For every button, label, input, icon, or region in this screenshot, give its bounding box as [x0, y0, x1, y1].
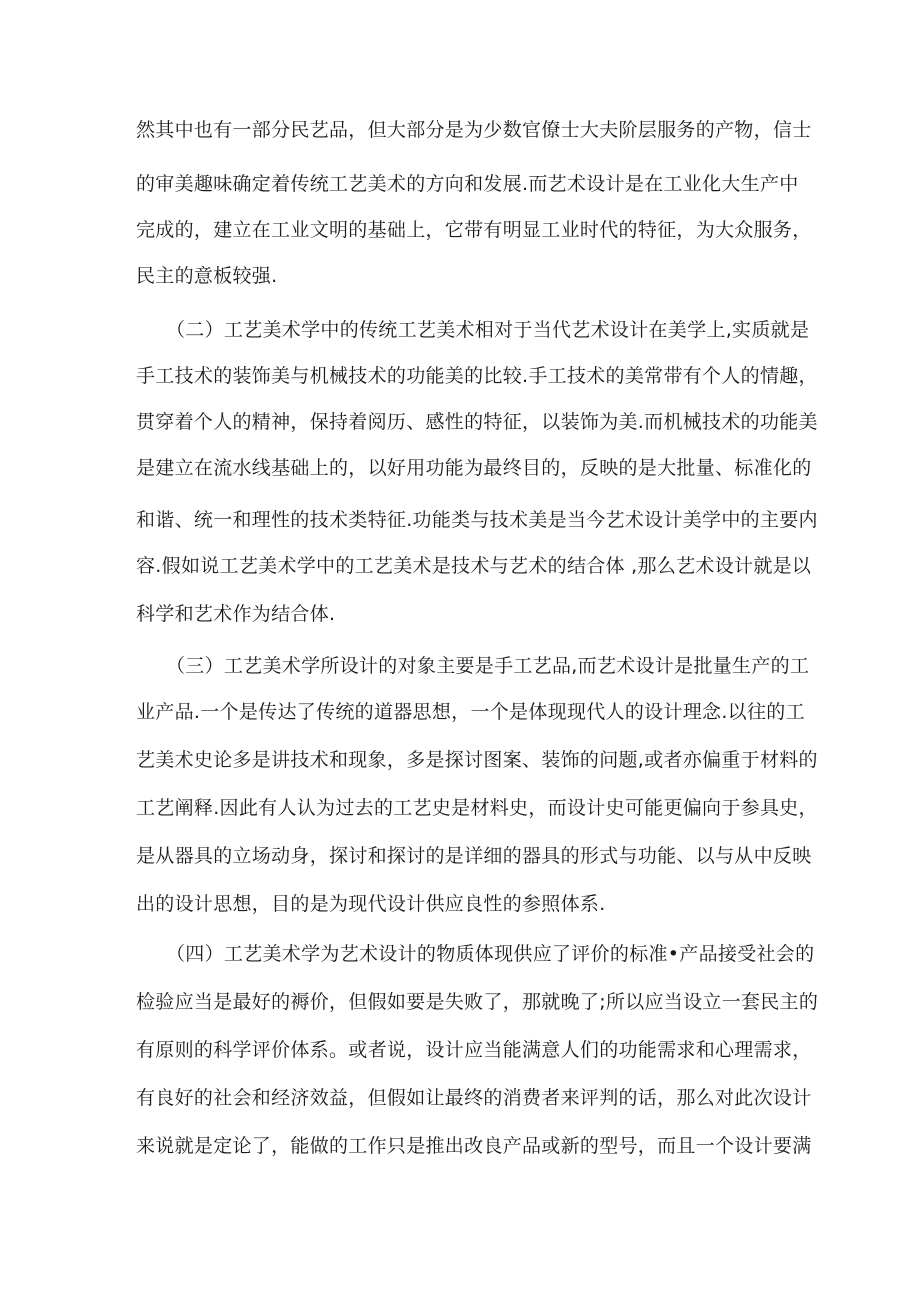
text-line: 是建立在流水线基础上的，以好用功能为最终目的，反映的是大批量、标准化的: [136, 457, 812, 479]
text-line: 是从器具的立场动身，探讨和探讨的是详细的器具的形式与功能、以与从中反映: [136, 845, 812, 867]
text-line: 有原则的科学评价体系。或者说，设计应当能满意人们的功能需求和心理需求，: [136, 1039, 812, 1061]
text-line: 贯穿着个人的精神，保持着阅历、感性的特征，以装饰为美.而机械技术的功能美: [136, 411, 818, 433]
text-line: 民主的意板较强.: [136, 265, 278, 287]
text-line: 艺美术史论多是讲技术和现象，多是探讨图案、装饰的问题,或者亦偏重于材料的: [136, 749, 818, 771]
text-line: 然其中也有一部分民艺品，但大部分是为少数官僚士大夫阶层服务的产物，信士: [136, 119, 812, 141]
text-line: 工艺阐释.因此有人认为过去的工艺史是材料史，而设计史可能更偏向于参具史，: [136, 797, 818, 819]
text-line: 完成的，建立在工业文明的基础上，它带有明显工业时代的特征，为大众服务，: [136, 219, 812, 241]
text-line: 科学和艺术作为结合体.: [136, 603, 336, 625]
text-line: 出的设计思想，目的是为现代设计供应良性的参照体系.: [136, 893, 606, 915]
text-line: 来说就是定论了，能做的工作只是推出改良产品或新的型号，而且一个设计要满: [136, 1135, 812, 1157]
text-line: 业产品.一个是传达了传统的道器思想，一个是体现现代人的设计理念.以往的工: [136, 701, 805, 723]
text-line: 和谐、统一和理性的技术类特征.功能类与技术美是当今艺术设计美学中的主要内: [136, 509, 818, 531]
text-line: （三）工艺美术学所设计的对象主要是手工艺品,而艺术设计是批量生产的工: [166, 655, 810, 677]
text-line: 的审美趣味确定着传统工艺美术的方向和发展.而艺术设计是在工业化大生产中: [136, 173, 799, 195]
text-line: （四）工艺美术学为艺术设计的物质体现供应了评价的标准•产品接受社会的: [166, 943, 815, 965]
text-line: （二）工艺美术学中的传统工艺美术相对于当代艺术设计在美学上,实质就是: [166, 319, 810, 341]
text-line: 容.假如说工艺美术学中的工艺美术是技术与艺术的结合体 ,那么艺术设计就是以: [136, 555, 812, 577]
text-line: 手工技术的装饰美与机械技术的功能美的比较.手工技术的美常带有个人的情趣，: [136, 365, 818, 387]
text-line: 有良好的社会和经济效益，但假如让最终的消费者来评判的话，那么对此次设计: [136, 1087, 812, 1109]
text-line: 检验应当是最好的褥价，但假如要是失败了，那就晚了;所以应当设立一套民主的: [136, 991, 819, 1013]
